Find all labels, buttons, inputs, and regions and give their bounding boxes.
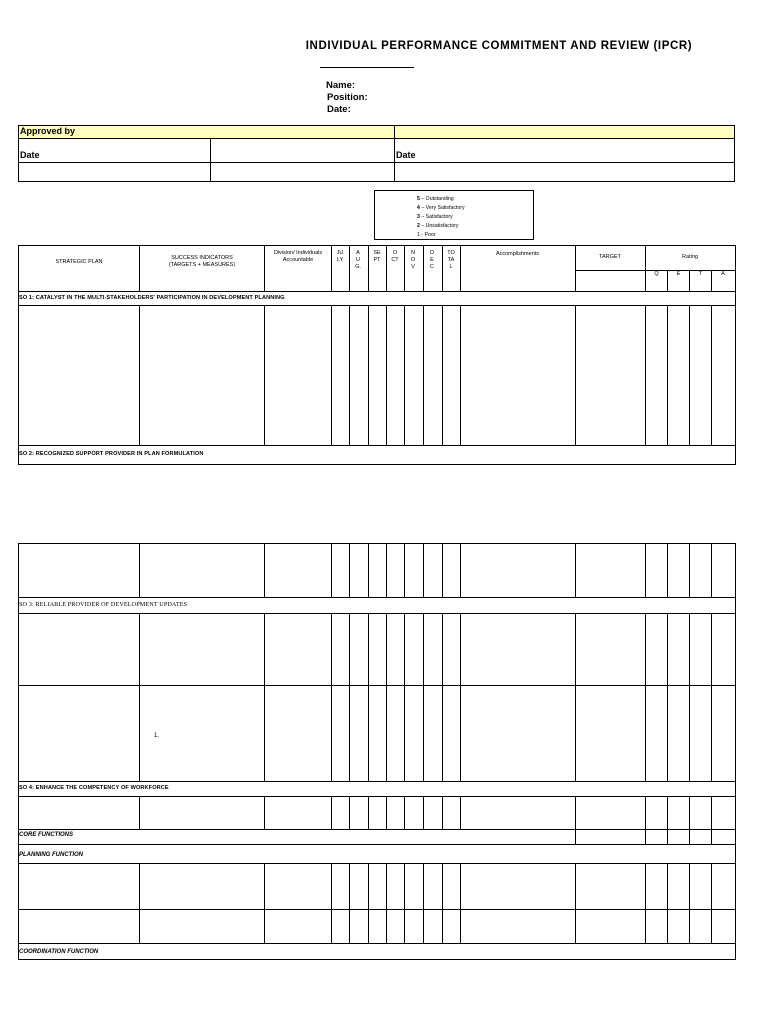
- table-rule: [575, 305, 576, 445]
- table-rule: [18, 291, 736, 292]
- position-label: Position:: [327, 92, 368, 103]
- table-rule: [404, 863, 405, 943]
- table-rule: [423, 796, 424, 829]
- table-rule: [575, 613, 576, 781]
- table-rule: [18, 305, 736, 306]
- table-rule: [368, 543, 369, 597]
- table-rule: [711, 796, 712, 829]
- header-nov: N O V: [410, 250, 416, 270]
- table-rule: [139, 305, 140, 445]
- table-rule: [689, 829, 690, 844]
- approval-block: [18, 125, 735, 182]
- table-rule: [18, 943, 736, 944]
- table-rule: [386, 543, 387, 597]
- table-rule: [331, 863, 332, 943]
- table-rule: [689, 863, 690, 943]
- rating-legend: [374, 190, 534, 240]
- table-rule: [404, 613, 405, 781]
- table-rule: [18, 863, 736, 864]
- date-left-label: Date: [20, 150, 40, 160]
- table-rule: [667, 829, 668, 844]
- table-rule: [575, 796, 576, 829]
- table-rule: [645, 543, 646, 597]
- table-rule: [264, 863, 265, 943]
- table-rule: [264, 543, 265, 597]
- table-rule: [264, 796, 265, 829]
- table-rule: [18, 543, 736, 544]
- header-total: TO TA L: [447, 250, 455, 270]
- core-functions-label: CORE FUNCTIONS: [19, 832, 73, 838]
- table-rule: [386, 613, 387, 781]
- table-rule: [575, 543, 576, 597]
- table-rule: [139, 796, 140, 829]
- table-rule: [264, 305, 265, 445]
- legend-item: 5 – Outstanding: [417, 196, 454, 202]
- table-rule: [18, 909, 736, 910]
- table-rule: [264, 613, 265, 781]
- table-rule: [667, 305, 668, 445]
- header-sept: SE PT: [373, 250, 381, 263]
- table-rule: [18, 597, 736, 598]
- table-rule: [404, 305, 405, 445]
- table-rule: [575, 863, 576, 943]
- table-rule: [18, 796, 736, 797]
- table-rule: [18, 781, 736, 782]
- table-rule: [139, 863, 140, 943]
- table-rule: [349, 543, 350, 597]
- table-rule: [645, 863, 646, 943]
- table-rule: [711, 543, 712, 597]
- approved-by-highlight: [19, 126, 734, 139]
- table-rule: [18, 245, 736, 246]
- table-rule: [689, 613, 690, 781]
- table-rule: [404, 796, 405, 829]
- planning-function-label: PLANNING FUNCTION: [19, 852, 83, 858]
- table-rule: [423, 543, 424, 597]
- header-target: TARGET: [599, 254, 621, 260]
- table-rule: [386, 863, 387, 943]
- legend-item: 2 – Unsatisfactory: [417, 223, 459, 229]
- legend-item: 4 – Very Satisfactory: [417, 205, 465, 211]
- header-dec: D E C: [430, 250, 434, 270]
- employee-info: [326, 80, 368, 116]
- table-rule: [18, 464, 736, 465]
- header-success-indicators: SUCCESS INDICATORS (TARGETS + MEASURES): [168, 255, 236, 268]
- table-rule: [689, 543, 690, 597]
- table-rule: [139, 543, 140, 597]
- header-strategic-plan: STRATEGIC PLAN: [55, 259, 103, 265]
- table-rule: [18, 959, 736, 960]
- approved-by-label: Approved by: [20, 126, 76, 136]
- coordination-function-label: COORDINATION FUNCTION: [19, 949, 99, 955]
- header-rating-a: A: [721, 271, 725, 277]
- table-rule: [442, 543, 443, 597]
- table-rule: [18, 685, 736, 686]
- header-aug: A U G.: [355, 250, 361, 270]
- table-rule: [711, 863, 712, 943]
- table-rule: [442, 863, 443, 943]
- table-rule: [645, 613, 646, 781]
- header-division: Division/ Individuals Accountable: [273, 250, 323, 263]
- header-rating: Rating: [682, 254, 698, 260]
- table-rule: [711, 305, 712, 445]
- table-rule: [349, 863, 350, 943]
- header-rating-q: Q: [654, 271, 659, 277]
- legend-item: 1 - Poor: [417, 232, 436, 238]
- table-rule: [331, 305, 332, 445]
- date-right-label: Date: [396, 150, 416, 160]
- table-rule: [460, 796, 461, 829]
- table-rule: [442, 613, 443, 781]
- table-rule: [645, 305, 646, 445]
- table-rule: [423, 305, 424, 445]
- table-rule: [667, 863, 668, 943]
- table-rule: [575, 829, 576, 844]
- legend-item: 3 – Satisfactory: [417, 214, 453, 220]
- table-rule: [667, 613, 668, 781]
- table-rule: [404, 543, 405, 597]
- table-rule: [349, 305, 350, 445]
- header-oct: O CT: [391, 250, 399, 263]
- header-rating-t: T: [698, 271, 703, 277]
- title-underline: [320, 67, 414, 68]
- table-rule: [667, 543, 668, 597]
- table-rule: [349, 613, 350, 781]
- table-rule: [711, 829, 712, 844]
- table-rule: [18, 829, 736, 830]
- date-label: Date:: [327, 104, 351, 115]
- table-rule: [331, 613, 332, 781]
- table-rule: [735, 245, 736, 465]
- table-rule: [139, 613, 140, 781]
- table-rule: [386, 305, 387, 445]
- so2-label: SO 2: RECOGNIZED SUPPORT PROVIDER IN PLAN FORMULATION: [19, 451, 204, 457]
- table-rule: [735, 543, 736, 960]
- header-accomplishments: Accomplishments: [495, 251, 540, 257]
- table-rule: [645, 245, 646, 291]
- table-rule: [18, 245, 19, 465]
- table-rule: [368, 796, 369, 829]
- table-rule: [575, 270, 576, 291]
- table-rule: [423, 613, 424, 781]
- table-rule: [331, 543, 332, 597]
- table-rule: [689, 796, 690, 829]
- name-label: Name:: [326, 80, 356, 91]
- table-rule: [442, 305, 443, 445]
- table-rule: [645, 796, 646, 829]
- table-rule: [460, 305, 461, 445]
- table-rule: [368, 305, 369, 445]
- table-rule: [18, 613, 736, 614]
- table-rule: [368, 863, 369, 943]
- table-rule: [460, 543, 461, 597]
- table-rule: [368, 613, 369, 781]
- table-rule: [645, 829, 646, 844]
- item-number: 1.: [154, 733, 160, 739]
- so3-label: SO 3: RELIABLE PROVIDER OF DEVELOPMENT UPDATES: [19, 601, 188, 608]
- so1-label: SO 1: CATALYST IN THE MULTI-STAKEHOLDERS' PARTICIPATION IN DEVELOPMENT PLANNING: [19, 295, 285, 301]
- table-rule: [442, 796, 443, 829]
- table-rule: [386, 796, 387, 829]
- table-rule: [667, 796, 668, 829]
- table-rule: [349, 796, 350, 829]
- header-july: JU LY: [336, 250, 344, 263]
- table-rule: [18, 844, 736, 845]
- table-rule: [711, 613, 712, 781]
- table-rule: [18, 445, 736, 446]
- table-rule: [331, 245, 332, 291]
- table-rule: [331, 796, 332, 829]
- header-rating-e: E: [676, 271, 681, 277]
- table-rule: [423, 863, 424, 943]
- so4-label: SO 4: ENHANCE THE COMPETENCY OF WORKFORCE: [19, 785, 169, 791]
- page-title: INDIVIDUAL PERFORMANCE COMMITMENT AND REVIEW (IPCR): [305, 40, 693, 52]
- table-rule: [460, 863, 461, 943]
- table-rule: [460, 613, 461, 781]
- table-rule: [689, 305, 690, 445]
